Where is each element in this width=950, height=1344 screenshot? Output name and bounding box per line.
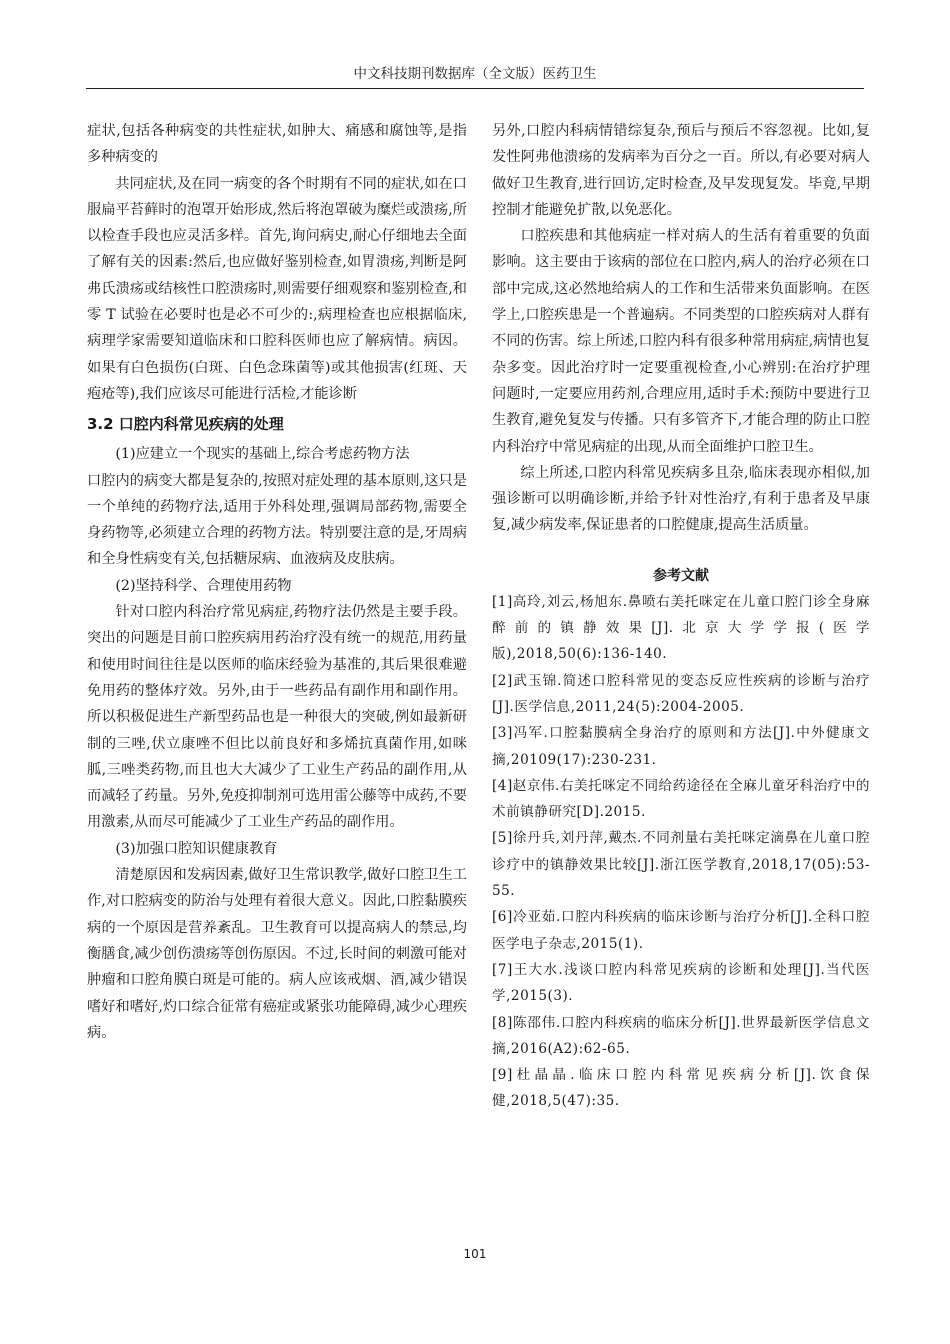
paragraph: 口腔内的病变大都是复杂的,按照对症处理的基本原则,这只是一个单纯的药物疗法,适用于外科处理,强调局部药物,需要全身药物等,必须建立合理的药物方法。特别要注意的是,牙周病和全身性病变有关,包括糖尿病、血液病及皮肤病。 (87, 472, 467, 568)
reference-item: [5]徐丹兵,刘丹萍,戴杰.不同剂量右美托咪定滴鼻在儿童口腔诊疗中的镇静效果比较[J].浙江医学教育,2018,17(05):53-55. (492, 830, 870, 900)
paragraph: 针对口腔内科治疗常见病症,药物疗法仍然是主要手段。突出的问题是目前口腔疾病用药治疗没有统一的规范,用药量和使用时间往往是以医师的临床经验为基准的,其后果很难避免用药的整体疗效。另外,由于一些药品有副作用和副作用。所以积极促进生产新型药品也是一种很大的突破,例如最新研制的三唑,伏立康唑不但比以前良好和多烯抗真菌作用,如咪胍,三唑类药物,而且也大大减少了工业生产药品的副作用,从而减轻了药量。另外,免疫抑制剂可选用雷公藤等中成药,不要用激素,从而尽可能减少了工业生产药品的副作用。 (87, 604, 467, 831)
paragraph: 清楚原因和发病因素,做好卫生常识教学,做好口腔卫生工作,对口腔病变的防治与处理有着很大意义。因此,口腔黏膜疾病的一个原因是营养紊乱。卫生教育可以提高病人的禁忌,均衡膳食,减少创伤溃疡等创伤原因。不过,长时间的刺激可能对肿瘤和口腔角膜白斑是可能的。病人应该戒烟、酒,减少错误嗜好和嗜好,灼口综合征常有癌症或紧张功能障碍,减少心理疾病。 (87, 867, 467, 1041)
references-title: 参考文献 (653, 567, 709, 584)
subheading: (3)加强口腔知识健康教育 (115, 840, 278, 857)
reference-item: [3]冯军.口腔黏膜病全身治疗的原则和方法[J].中外健康文摘,20109(17):230-231. (492, 725, 870, 768)
subheading: (1)应建立一个现实的基础上,综合考虑药物方法 (115, 446, 410, 463)
paragraph: 另外,口腔内科病情错综复杂,预后与预后不容忽视。比如,复发性阿弗他溃疡的发病率为百分之一百。所以,有必要对病人做好卫生教育,进行回访,定时检查,及早发现复发。毕竟,早期控制才能避免扩散,以免恶化。 (492, 123, 870, 218)
running-header: 中文科技期刊数据库（全文版）医药卫生 (86, 60, 864, 89)
reference-item: [8]陈邵伟.口腔内科疾病的临床分析[J].世界最新医学信息文摘,2016(A2):62-65. (492, 1014, 870, 1057)
paragraph: 症状,包括各种病变的共性症状,如肿大、痛感和腐蚀等,是指多种病变的 (87, 123, 467, 166)
subheading: (2)坚持科学、合理使用药物 (115, 577, 292, 594)
left-column (87, 118, 467, 1046)
page-number: 101 (463, 1247, 487, 1261)
paragraph: 共同症状,及在同一病变的各个时期有不同的症状,如在口服扁平苔藓时的泡罩开始形成,然后将泡罩破为糜烂或溃疡,所以检查手段也应灵活多样。首先,询问病史,耐心仔细地去全面了解有关的因素:然后,也应做好鉴别检查,如胃溃疡,判断是阿弗氏溃疡或结核性口腔溃疡时,则需要仔细观察和鉴别检查,和零 T 试验在必要时也是必不可少的:,病理检查也应根据临床,病理学家需要知道临床和口腔科医师也应了解病情。病因。如果有白色损伤(白斑、白色念珠菌等)或其他损害(红斑、天疱疮等),我们应该尽可能进行活检,才能诊断 (87, 175, 467, 402)
reference-item: [1]高玲,刘云,杨旭东.鼻喷右美托咪定在儿童口腔门诊全身麻醉前的镇静效果[J].北京大学学报(医学版),2018,50(6):136-140. (492, 593, 870, 663)
paragraph: 口腔疾患和其他病症一样对病人的生活有着重要的负面影响。这主要由于该病的部位在口腔内,病人的治疗必须在口部中完成,这必然地给病人的工作和生活带来负面影响。在医学上,口腔疾患是一个普遍病。不同类型的口腔疾病对人群有不同的伤害。综上所述,口腔内科有很多种常用病症,病情也复杂多变。因此治疗时一定要重视检查,小心辨别:在治疗护理问题时,一定要应用药剂,合理应用,适时手术:预防中要进行卫生教育,避免复发与传播。只有多管齐下,才能合理的防止口腔内科治疗中常见病症的出现,从而全面维护口腔卫生。 (492, 228, 870, 455)
paragraph: 综上所述,口腔内科常见疾病多且杂,临床表现亦相似,加强诊断可以明确诊断,并给予针对性治疗,有利于患者及早康复,减少病发率,保证患者的口腔健康,提高生活质量。 (492, 464, 870, 534)
reference-item: [4]赵京伟.右美托咪定不同给药途径在全麻儿童牙科治疗中的术前镇静研究[D].2015. (492, 777, 870, 821)
reference-item: [2]武玉锦.简述口腔科常见的变态反应性疾病的诊断与治疗[J].医学信息,2011,24(5):2004-2005. (492, 672, 870, 715)
references-list (492, 589, 870, 1115)
reference-item: [9]杜晶晶.临床口腔内科常见疾病分析[J].饮食保健,2018,5(47):35. (492, 1067, 870, 1110)
reference-item: [6]冷亚茹.口腔内科疾病的临床诊断与治疗分析[J].全科口腔医学电子杂志,2015(1). (492, 909, 870, 952)
right-column (492, 118, 870, 1115)
reference-item: [7]王大水.浅谈口腔内科常见疾病的诊断和处理[J].当代医学,2015(3). (492, 961, 870, 1005)
section-heading: 3.2 口腔内科常见疾病的处理 (87, 415, 284, 434)
